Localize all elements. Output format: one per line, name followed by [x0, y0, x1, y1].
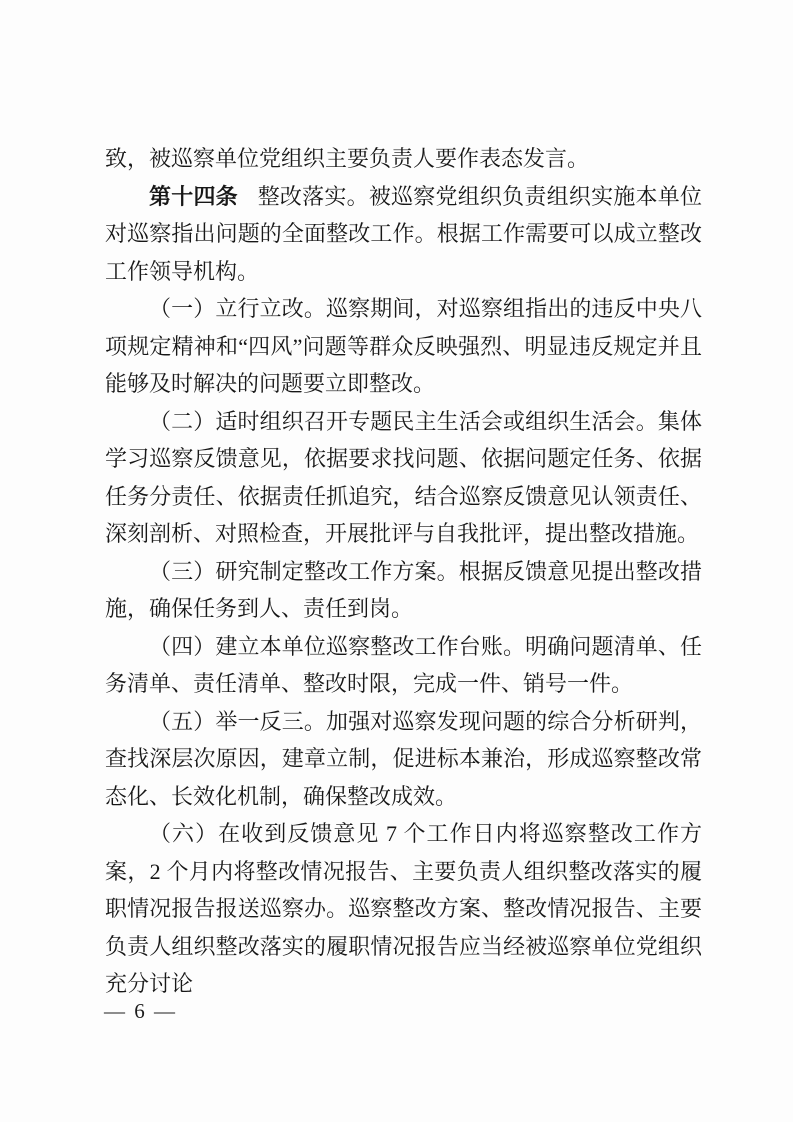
paragraph-item-2: （二）适时组织召开专题民主生活会或组织生活会。集体学习巡察反馈意见，依据要求找问题、依据问题定任务、依据任务分责任、依据责任抓追究，结合巡察反馈意见认领责任、深刻剖析、对照检查，开展批评与自我批评，提出整改措施。 — [105, 408, 702, 546]
document-body — [105, 140, 702, 1003]
article-number: 第十四条 — [149, 183, 238, 209]
paragraph-item-1: （一）立行立改。巡察期间，对巡察组指出的违反中央八项规定精神和“四风”问题等群众反映强烈、明显违反规定并且能够及时解决的问题要立即整改。 — [105, 296, 702, 396]
paragraph-item-6: （六）在收到反馈意见 7 个工作日内将巡察整改工作方案，2 个月内将整改情况报告、主要负责人组织整改落实的履职情况报告报送巡察办。巡察整改方案、整改情况报告、主要负责人组织整改落实的履职情况报告应当经被巡察单位党组织充分讨论 — [105, 821, 702, 996]
paragraph-item-4: （四）建立本单位巡察整改工作台账。明确问题清单、任务清单、责任清单、整改时限，完成一件、销号一件。 — [105, 633, 702, 696]
page-number: — 6 — — [104, 999, 177, 1023]
paragraph-article-14 — [105, 178, 702, 291]
article-text: 整改落实。被巡察党组织负责组织实施本单位对巡察指出问题的全面整改工作。根据工作需要可以成立整改工作领导机构。 — [105, 183, 702, 284]
paragraph-continuation: 致，被巡察单位党组织主要负责人要作表态发言。 — [105, 146, 590, 171]
paragraph-item-3: （三）研究制定整改工作方案。根据反馈意见提出整改措施，确保任务到人、责任到岗。 — [105, 558, 702, 621]
paragraph-item-5: （五）举一反三。加强对巡察发现问题的综合分析研判，查找深层次原因，建章立制，促进标本兼治，形成巡察整改常态化、长效化机制，确保整改成效。 — [105, 708, 702, 809]
